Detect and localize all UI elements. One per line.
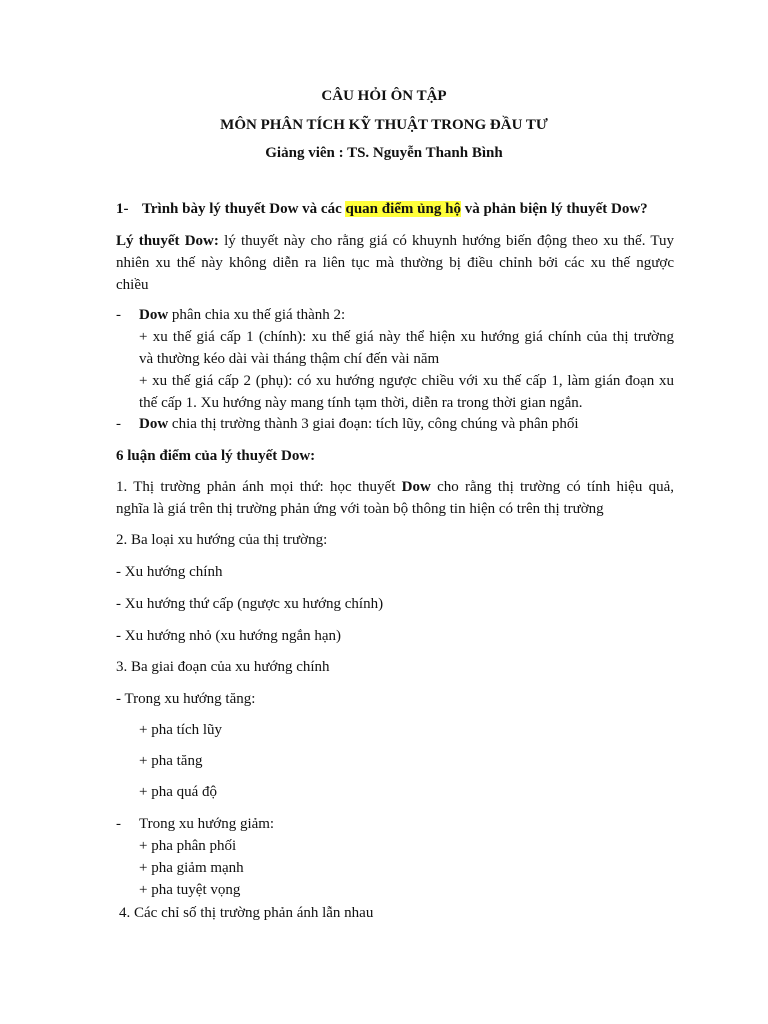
bullet-dash-1: -: [116, 307, 121, 323]
bullet-2-text: [139, 414, 579, 434]
bullet-1-sub-1-line-2: và thường kéo dài vài tháng thậm chí đến vài năm: [139, 351, 440, 367]
point-3-downtrend-a: + pha phân phối: [139, 838, 237, 854]
bullet-1-sub-2-line-1: + xu thế giá cấp 2 (phụ): có xu hướng ngược chiều với xu thế cấp 1, làm gián đoạn xu: [139, 373, 674, 389]
dow-theory-label: Lý thuyết Dow:: [116, 233, 219, 249]
six-points-heading: 6 luận điểm của lý thuyết Dow:: [116, 448, 316, 464]
bullet-1-sub-1-line-1: + xu thế giá cấp 1 (chính): xu thế giá này thể hiện xu hướng giá chính của thị trường: [139, 329, 674, 345]
lecturer-line: Giảng viên : TS. Nguyễn Thanh Bình: [265, 145, 503, 161]
subject-title: MÔN PHÂN TÍCH KỸ THUẬT TRONG ĐẦU TƯ: [220, 117, 548, 133]
bullet-1-text: [139, 305, 345, 325]
bullet-dash-2: -: [116, 416, 121, 432]
point-1-line-2: nghĩa là giá trên thị trường phản ứng với toàn bộ thông tin hiện có trên thị trường: [116, 501, 604, 517]
bullet-1-rest: phân chia xu thế giá thành 2:: [168, 307, 346, 323]
point-1-bold: Dow: [401, 479, 431, 495]
point-3-uptrend-b: + pha tăng: [139, 753, 203, 769]
point-3: 3. Ba giai đoạn của xu hướng chính: [116, 659, 330, 675]
document-title: CÂU HỎI ÔN TẬP: [321, 88, 447, 104]
point-2-item-a: - Xu hướng chính: [116, 564, 223, 580]
point-3-uptrend-c: + pha quá độ: [139, 784, 218, 800]
question-1-text-before: Trình bày lý thuyết Dow và các: [142, 201, 346, 217]
point-3-downtrend: Trong xu hướng giảm:: [139, 816, 275, 832]
bullet-1-bold: Dow: [139, 307, 169, 323]
question-1-text-after: và phản biện lý thuyết Dow?: [460, 201, 648, 217]
bullet-2-bold: Dow: [139, 416, 169, 432]
question-1-highlight: quan điểm ủng hộ: [345, 201, 461, 217]
point-4: 4. Các chỉ số thị trường phản ánh lẫn nhau: [119, 905, 374, 921]
question-1-text: [142, 199, 648, 219]
point-2-item-b: - Xu hướng thứ cấp (ngược xu hướng chính): [116, 596, 384, 612]
dow-theory-text-1: lý thuyết này cho rằng giá có khuynh hướng biến động theo xu thế. Tuy: [218, 233, 675, 249]
point-2-item-c: - Xu hướng nhỏ (xu hướng ngắn hạn): [116, 628, 342, 644]
dow-theory-line-3: chiều: [116, 277, 149, 293]
point-1-prefix: 1. Thị trường phản ánh mọi thứ: học thuyết: [116, 479, 402, 495]
point-2: 2. Ba loại xu hướng của thị trường:: [116, 532, 328, 548]
point-3-downtrend-b: + pha giảm mạnh: [139, 860, 244, 876]
dow-theory-line-1: [116, 231, 674, 251]
bullet-2-rest: chia thị trường thành 3 giai đoạn: tích lũy, công chúng và phân phối: [168, 416, 579, 432]
point-3-uptrend-a: + pha tích lũy: [139, 722, 223, 738]
question-1-number: 1-: [116, 201, 129, 217]
dow-theory-line-2: nhiên xu thế này không diễn ra liên tục mà thường bị điều chỉnh bởi các xu thế ngược: [116, 255, 674, 271]
point-3-downtrend-c: + pha tuyệt vọng: [139, 882, 241, 898]
point-1-suffix: cho rằng thị trường có tính hiệu quả,: [430, 479, 674, 495]
point-1-line-1: [116, 477, 674, 497]
bullet-1-sub-2-line-2: thế cấp 1. Xu hướng này mang tính tạm thời, diễn ra trong thời gian ngắn.: [139, 395, 583, 411]
point-3-downtrend-dash: -: [116, 816, 121, 832]
point-3-uptrend: - Trong xu hướng tăng:: [116, 691, 256, 707]
